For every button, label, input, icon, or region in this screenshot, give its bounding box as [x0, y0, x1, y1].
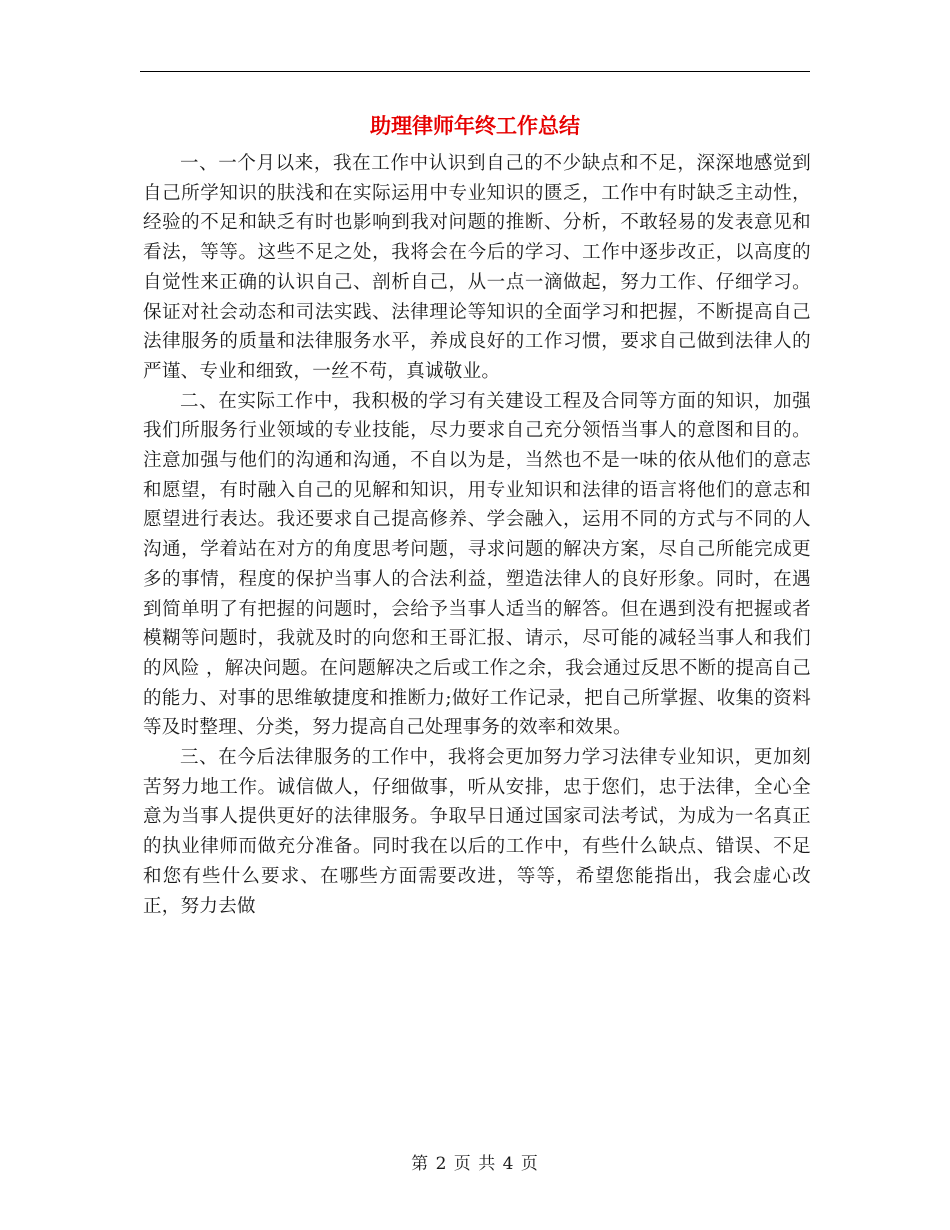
- page-footer: 第 2 页 共 4 页: [411, 1154, 539, 1174]
- paragraph-3: 三、在今后法律服务的工作中，我将会更加努力学习法律专业知识，更加刻苦努力地工作。诚信做人，仔细做事，听从安排，忠于您们，忠于法律，全心全意为当事人提供更好的法律服务。争取早日通过国家司法考试，为成为一名真正的执业律师而做充分准备。同时我在以后的工作中，有些什么缺点、错误、不足和您有些什么要求、在哪些方面需要改进，等等，希望您能指出，我会虚心改正，努力去做: [143, 747, 811, 917]
- document-title: 助理律师年终工作总结: [370, 114, 580, 138]
- paragraph-2: 二、在实际工作中，我积极的学习有关建设工程及合同等方面的知识，加强我们所服务行业领域的专业技能，尽力要求自己充分领悟当事人的意图和目的。注意加强与他们的沟通和沟通，不自以为是，当然也不是一味的依从他们的意志和愿望，有时融入自己的见解和知识，用专业知识和法律的语言将他们的意志和愿望进行表达。我还要求自己提高修养、学会融入，运用不同的方式与不同的人沟通，学着站在对方的角度思考问题，寻求问题的解决方案，尽自己所能完成更多的事情，程度的保护当事人的合法利益，塑造法律人的良好形象。同时，在遇到简单明了有把握的问题时，会给予当事人适当的解答。但在遇到没有把握或者模糊等问题时，我就及时的向您和王哥汇报、请示，尽可能的减轻当事人和我们的风险 ，解决问题。在问题解决之后或工作之余，我会通过反思不断的提高自己的能力、对事的思维敏捷度和推断力;做好工作记录，把自己所掌握、收集的资料等及时整理、分类，努力提高自己处理事务的效率和效果。: [143, 390, 811, 739]
- header-rule: [140, 71, 810, 72]
- paragraph-1: 一、一个月以来，我在工作中认识到自己的不少缺点和不足，深深地感觉到自己所学知识的肤浅和在实际运用中专业知识的匮乏，工作中有时缺乏主动性，经验的不足和缺乏有时也影响到我对问题的推断、分析，不敢轻易的发表意见和看法，等等。这些不足之处，我将会在今后的学习、工作中逐步改正，以高度的自觉性来正确的认识自己、剖析自己，从一点一滴做起，努力工作、仔细学习。保证对社会动态和司法实践、法律理论等知识的全面学习和把握，不断提高自己法律服务的质量和法律服务水平，养成良好的工作习惯，要求自己做到法律人的严谨、专业和细致，一丝不苟，真诚敬业。: [143, 153, 811, 382]
- document-body: [143, 149, 811, 921]
